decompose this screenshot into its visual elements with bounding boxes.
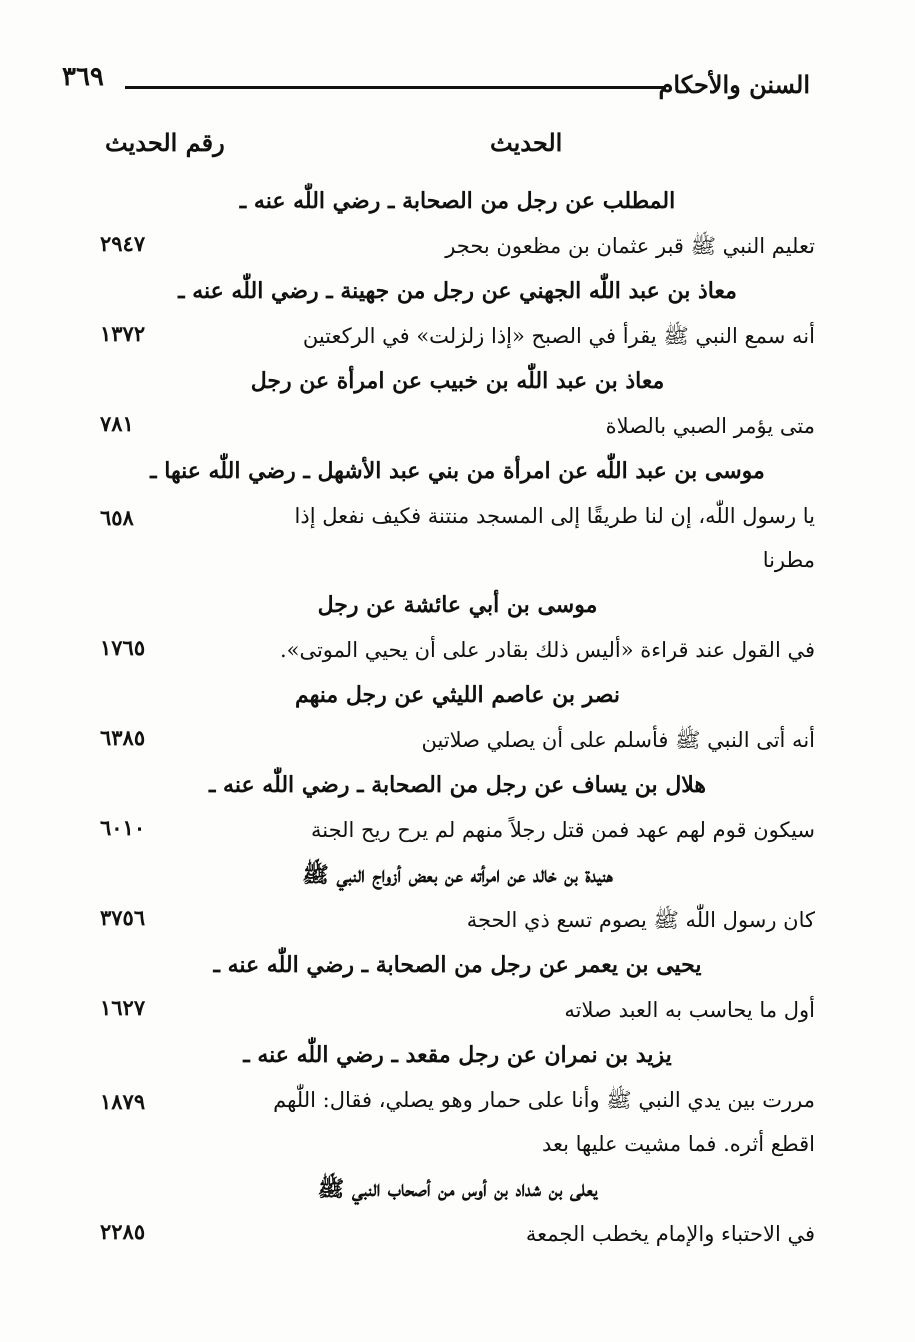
narrator-heading: هلال بن يساف عن رجل من الصحابة ـ رضي اللّٰه عنه ـ — [208, 772, 707, 798]
hadith-number: ٢٢٨٥ — [100, 1219, 146, 1244]
column-title-number: رقم الحديث — [105, 128, 225, 157]
hadith-number: ٦٣٨٥ — [100, 725, 146, 750]
hadith-entry — [100, 268, 815, 358]
narrator-heading: يعلى بن شداد بن أوس من أصحاب النبي ﷺ — [317, 1176, 598, 1202]
narrator-heading: يحيى بن يعمر عن رجل من الصحابة ـ رضي اللّٰه عنه ـ — [213, 952, 702, 978]
hadith-list — [100, 178, 815, 1256]
hadith-entry — [100, 358, 815, 448]
narrator-heading: نصر بن عاصم الليثي عن رجل منهم — [295, 682, 620, 708]
hadith-text: سيكون قوم لهم عهد فمن قتل رجلاً منهم لم يرح ريح الجنة — [310, 818, 815, 842]
running-title: السنن والأحكام — [658, 70, 810, 99]
hadith-entry — [100, 852, 815, 942]
hadith-entry — [100, 762, 815, 852]
hadith-text: أول ما يحاسب به العبد صلاته — [564, 998, 815, 1022]
narrator-heading: موسى بن عبد اللّٰه عن امرأة من بني عبد الأشهل ـ رضي اللّٰه عنها ـ — [150, 458, 765, 484]
narrator-heading: المطلب عن رجل من الصحابة ـ رضي اللّٰه عنه ـ — [239, 188, 676, 214]
column-title-hadith: الحديث — [490, 128, 563, 157]
narrator-heading: هنيدة بن خالد عن امرأته عن بعض أزواج النبي ﷺ — [302, 862, 613, 888]
hadith-number: ١٣٧٢ — [100, 321, 146, 346]
hadith-number: ١٨٧٩ — [100, 1089, 146, 1114]
hadith-text: متى يؤمر الصبي بالصلاة — [605, 414, 815, 438]
hadith-entry — [100, 582, 815, 672]
hadith-number: ٢٩٤٧ — [100, 231, 146, 256]
narrator-heading: موسى بن أبي عائشة عن رجل — [317, 592, 598, 618]
hadith-number: ٧٨١ — [100, 411, 134, 436]
narrator-heading: يزيد بن نمران عن رجل مقعد ـ رضي اللّٰه عنه ـ — [243, 1042, 672, 1068]
hadith-number: ٣٧٥٦ — [100, 905, 146, 930]
hadith-text: في الاحتباء والإمام يخطب الجمعة — [525, 1222, 815, 1246]
hadith-text: مررت بين يدي النبي ﷺ وأنا على حمار وهو يصلي، فقال: اللّٰهم اقطع أثره. فما مشيت عليها بعد — [273, 1088, 815, 1156]
hadith-entry — [100, 942, 815, 1032]
hadith-text: يا رسول اللّٰه، إن لنا طريقًا إلى المسجد منتنة فكيف نفعل إذا مطرنا — [294, 504, 815, 572]
hadith-number: ١٧٦٥ — [100, 635, 146, 660]
hadith-text: أنه سمع النبي ﷺ يقرأ في الصبح «إذا زلزلت» في الركعتين — [302, 324, 815, 348]
narrator-heading: معاذ بن عبد اللّٰه الجهني عن رجل من جهينة ـ رضي اللّٰه عنه ـ — [178, 278, 737, 304]
hadith-text: تعليم النبي ﷺ قبر عثمان بن مظعون بحجر — [445, 234, 815, 258]
hadith-number: ١٦٢٧ — [100, 995, 146, 1020]
hadith-text: أنه أتى النبي ﷺ فأسلم على أن يصلي صلاتين — [421, 728, 815, 752]
hadith-number: ٦٥٨ — [100, 505, 134, 530]
header-rule — [125, 86, 665, 89]
hadith-entry — [100, 1032, 815, 1166]
narrator-heading: معاذ بن عبد اللّٰه بن خبيب عن امرأة عن رجل — [250, 368, 665, 394]
page-number: ٣٦٩ — [62, 62, 104, 92]
hadith-number: ٦٠١٠ — [100, 815, 146, 840]
hadith-text: كان رسول اللّٰه ﷺ يصوم تسع ذي الحجة — [466, 908, 815, 932]
hadith-entry — [100, 178, 815, 268]
hadith-text: في القول عند قراءة «أليس ذلك بقادر على أن يحيي الموتى». — [279, 638, 815, 662]
hadith-entry — [100, 448, 815, 582]
hadith-entry — [100, 1166, 815, 1256]
hadith-entry — [100, 672, 815, 762]
